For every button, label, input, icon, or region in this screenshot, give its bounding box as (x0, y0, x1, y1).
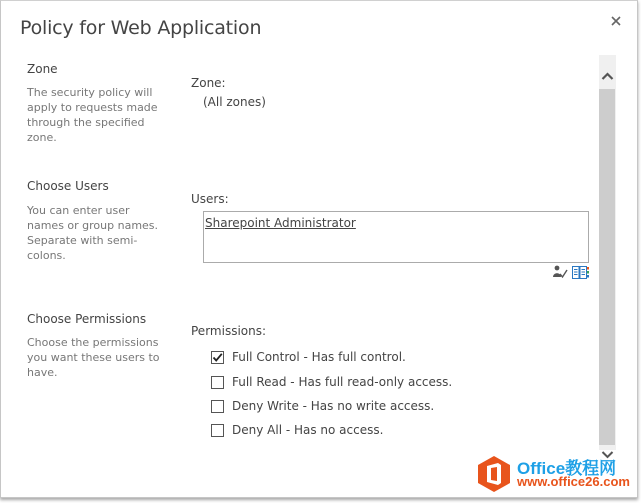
permission-option-full-read[interactable] (211, 374, 452, 390)
browse-directory-button[interactable] (572, 264, 589, 277)
scroll-thumb[interactable] (599, 89, 615, 445)
deny-write-label: Deny Write - Has no write access. (232, 399, 435, 413)
users-people-picker-input[interactable] (203, 211, 589, 263)
users-field-label: Users: (191, 192, 229, 206)
permissions-section-description: Choose the permissions you want these users to have. (27, 336, 160, 379)
check-names-icon (552, 265, 568, 279)
users-section-title: Choose Users (27, 179, 109, 193)
check-names-button[interactable] (552, 264, 568, 278)
office-logo-icon (476, 455, 512, 493)
resolved-user-entry[interactable]: Sharepoint Administrator (205, 216, 356, 230)
zone-section-title: Zone (27, 62, 58, 76)
checkmark-icon (212, 352, 223, 363)
dialog-title: Policy for Web Application (20, 17, 262, 39)
close-icon (609, 14, 623, 28)
permissions-section-title: Choose Permissions (27, 312, 147, 326)
watermark (476, 455, 636, 495)
watermark-url: www.office26.com (517, 474, 630, 489)
deny-all-label: Deny All - Has no access. (232, 423, 384, 437)
permission-option-deny-write[interactable] (211, 398, 434, 414)
address-book-icon (572, 266, 589, 279)
permission-option-full-control[interactable] (211, 349, 406, 365)
zone-value: (All zones) (203, 95, 266, 109)
zone-field-label: Zone: (191, 76, 226, 90)
scroll-up-button[interactable] (599, 55, 616, 89)
close-button[interactable] (609, 13, 623, 27)
full-control-label: Full Control - Has full control. (232, 350, 406, 364)
full-read-label: Full Read - Has full read-only access. (232, 375, 453, 389)
watermark-name: Office教程网 (517, 459, 617, 478)
deny-write-checkbox[interactable] (211, 400, 224, 413)
zone-section-description: The security policy will apply to requests made through the specified zone. (27, 86, 158, 144)
deny-all-checkbox[interactable] (211, 424, 224, 437)
permissions-field-label: Permissions: (191, 324, 267, 338)
permission-option-deny-all[interactable] (211, 422, 383, 438)
vertical-scrollbar[interactable] (599, 55, 616, 450)
full-control-checkbox[interactable] (211, 351, 224, 364)
chevron-up-icon (599, 55, 616, 89)
full-read-checkbox[interactable] (211, 376, 224, 389)
users-section-description: You can enter user names or group names. Separate with semi-colons. (27, 204, 159, 262)
